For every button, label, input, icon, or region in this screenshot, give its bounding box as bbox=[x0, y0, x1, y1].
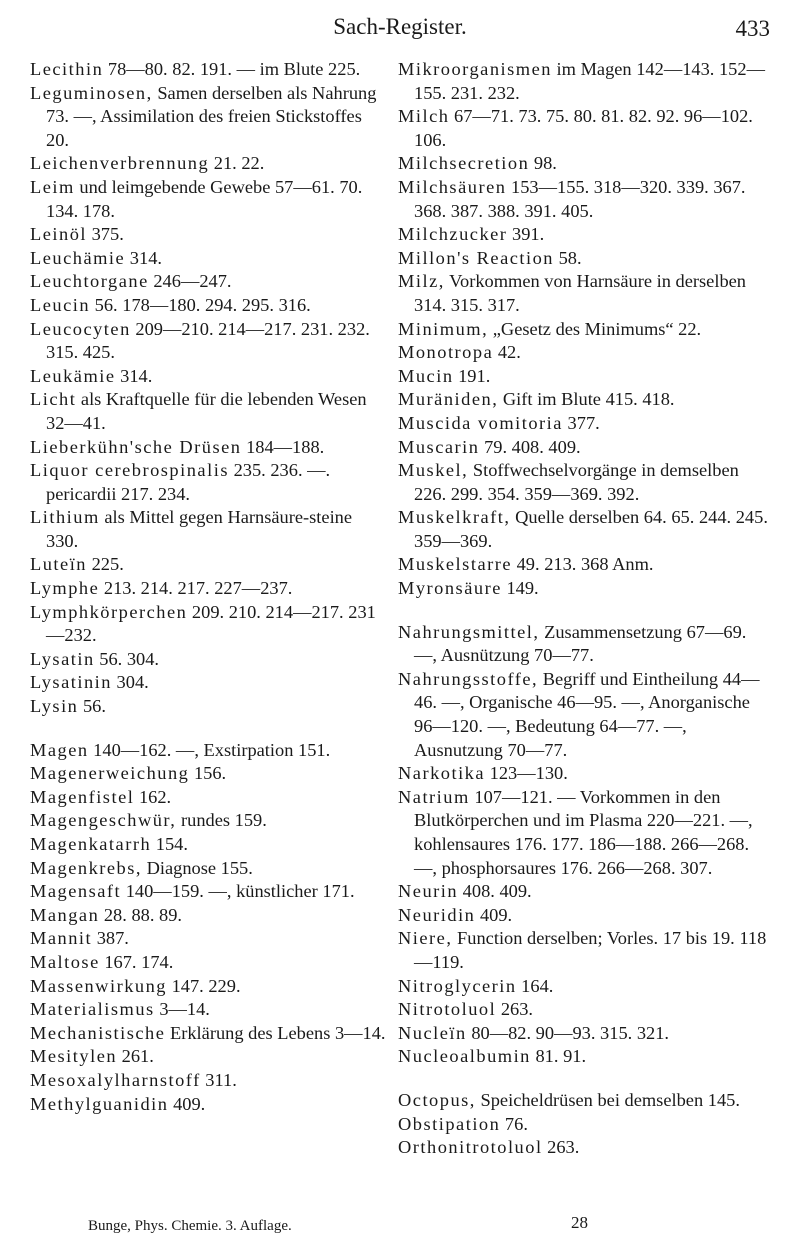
index-references: 235. 236. —. pericardii 217. 234. bbox=[46, 460, 331, 504]
index-entry bbox=[398, 668, 768, 762]
index-entry bbox=[398, 998, 768, 1022]
index-references: 391. bbox=[507, 224, 545, 245]
index-keyword: Liquor cerebrospinalis bbox=[30, 460, 229, 481]
index-entry bbox=[398, 270, 768, 317]
index-entry bbox=[30, 809, 388, 833]
index-references: 140—162. —, Exstirpation 151. bbox=[88, 739, 331, 760]
index-entry bbox=[398, 365, 768, 389]
index-entry bbox=[398, 927, 768, 974]
index-entry bbox=[398, 176, 768, 223]
index-keyword: Millon's Reaction bbox=[398, 247, 555, 268]
index-keyword: Narkotika bbox=[398, 763, 486, 784]
index-entry bbox=[30, 82, 388, 153]
index-keyword: Milchsäuren bbox=[398, 176, 507, 197]
index-references: 246—247. bbox=[148, 271, 232, 292]
index-references: 184—188. bbox=[241, 436, 325, 457]
index-keyword: Muskelstarre bbox=[398, 554, 513, 575]
index-references: 58. bbox=[554, 247, 582, 268]
index-keyword: Orthonitrotoluol bbox=[398, 1137, 543, 1158]
index-entry bbox=[30, 857, 388, 881]
index-keyword: Lieberkühn'sche Drüsen bbox=[30, 436, 242, 457]
index-entry bbox=[398, 621, 768, 668]
index-references: 107—121. — Vorkommen in den Blutkörperchen und im Plasma 220—221. —, kohlensaures 176. 177. 186—188. 266—268. —, phosphorsaures 176. 266—268. 307. bbox=[414, 786, 753, 878]
index-references: 80—82. 90—93. 315. 321. bbox=[466, 1022, 670, 1043]
index-references: und leimgebende Gewebe 57—61. 70. 134. 178. bbox=[46, 176, 363, 221]
index-references: 314. bbox=[125, 247, 162, 268]
index-entry bbox=[30, 436, 388, 460]
index-references: als Kraftquelle für die lebenden Wesen 32—41. bbox=[46, 389, 367, 433]
index-keyword: Nucleoalbumin bbox=[398, 1046, 531, 1067]
index-entry bbox=[398, 388, 768, 412]
index-entry bbox=[398, 1089, 768, 1113]
index-references: 28. 88. 89. bbox=[99, 904, 183, 925]
index-entry bbox=[398, 1113, 768, 1137]
index-entry bbox=[30, 388, 388, 435]
index-references: Vorkommen von Harnsäure in derselben 314. 315. 317. bbox=[414, 271, 747, 315]
signature-mark: 28 bbox=[571, 1213, 588, 1232]
index-entry bbox=[30, 695, 388, 719]
index-keyword: Magen bbox=[30, 739, 89, 760]
index-references: im Magen 142—143. 152—155. 231. 232. bbox=[414, 59, 765, 103]
index-references: 409. bbox=[475, 904, 513, 925]
index-keyword: Lithium bbox=[30, 507, 100, 528]
index-entry bbox=[398, 1045, 768, 1069]
index-keyword: Nahrungsmittel, bbox=[398, 621, 540, 642]
index-keyword: Muskelkraft, bbox=[398, 507, 511, 528]
index-references: rundes 159. bbox=[176, 810, 267, 831]
index-keyword: Niere, bbox=[398, 928, 453, 949]
index-entry bbox=[398, 577, 768, 601]
index-keyword: Leuchtorgane bbox=[30, 271, 149, 292]
page-header bbox=[0, 10, 800, 50]
index-entry bbox=[398, 1136, 768, 1160]
index-references: 209—210. 214—217. 231. 232. 315. 425. bbox=[46, 318, 370, 363]
index-entry bbox=[30, 270, 388, 294]
index-references: 209. 210. 214—217. 231—232. bbox=[46, 601, 376, 646]
index-keyword: Minimum, bbox=[398, 318, 489, 339]
index-entry bbox=[30, 951, 388, 975]
index-references: 123—130. bbox=[485, 763, 568, 784]
index-entry bbox=[30, 365, 388, 389]
index-keyword: Magensaft bbox=[30, 881, 122, 902]
index-entry bbox=[30, 671, 388, 695]
running-title: Sach-Register. bbox=[333, 14, 467, 39]
index-keyword: Neuridin bbox=[398, 904, 476, 925]
index-references: 79. 408. 409. bbox=[479, 436, 581, 457]
index-keyword: Milz, bbox=[398, 271, 445, 292]
footer-imprint: Bunge, Phys. Chemie. 3. Auflage. bbox=[88, 1218, 292, 1234]
index-keyword: Mesoxalylharnstoff bbox=[30, 1069, 201, 1090]
index-entry bbox=[398, 436, 768, 460]
index-entry bbox=[30, 459, 388, 506]
index-references: 213. 214. 217. 227—237. bbox=[99, 578, 293, 599]
index-references: Zusammensetzung 67—69. —, Ausnützung 70—77. bbox=[414, 621, 747, 666]
index-entry bbox=[30, 1069, 388, 1093]
index-entry bbox=[30, 294, 388, 318]
index-keyword: Leinöl bbox=[30, 224, 88, 245]
index-entry bbox=[398, 904, 768, 928]
index-keyword: Magenerweichung bbox=[30, 763, 190, 784]
index-keyword: Monotropa bbox=[398, 342, 494, 363]
index-references: 98. bbox=[529, 153, 557, 174]
index-references: 409. bbox=[168, 1093, 206, 1114]
index-references: 304. bbox=[111, 672, 149, 693]
index-keyword: Nahrungsstoffe, bbox=[398, 668, 539, 689]
index-entry bbox=[30, 506, 388, 553]
index-entry bbox=[30, 601, 388, 648]
index-keyword: Nitrotoluol bbox=[398, 999, 497, 1020]
index-entry bbox=[30, 739, 388, 763]
index-keyword: Leukämie bbox=[30, 365, 116, 386]
index-entry bbox=[398, 412, 768, 436]
index-entry bbox=[398, 58, 768, 105]
page-number: 433 bbox=[735, 16, 770, 41]
index-references: als Mittel gegen Harnsäure-steine 330. bbox=[46, 507, 353, 551]
index-keyword: Lymphe bbox=[30, 578, 100, 599]
index-entry bbox=[398, 786, 768, 880]
index-references: 81. 91. bbox=[530, 1046, 587, 1067]
index-keyword: Leim bbox=[30, 176, 75, 197]
index-keyword: Muräniden, bbox=[398, 389, 499, 410]
index-references: 76. bbox=[500, 1113, 528, 1134]
index-entry bbox=[398, 762, 768, 786]
index-keyword: Massenwirkung bbox=[30, 975, 167, 996]
index-keyword: Leucin bbox=[30, 294, 91, 315]
index-entry bbox=[30, 247, 388, 271]
index-keyword: Leuchämie bbox=[30, 247, 126, 268]
index-entry bbox=[398, 880, 768, 904]
index-keyword: Octopus, bbox=[398, 1089, 476, 1110]
index-entry bbox=[398, 975, 768, 999]
index-keyword: Milchzucker bbox=[398, 224, 508, 245]
index-keyword: Lysatin bbox=[30, 648, 95, 669]
index-keyword: Leichenverbrennung bbox=[30, 153, 210, 174]
index-references: 263. bbox=[542, 1137, 580, 1158]
index-references: 67—71. 73. 75. 80. 81. 82. 92. 96—102. 106. bbox=[414, 106, 753, 150]
index-column-left bbox=[30, 58, 388, 1116]
index-entry bbox=[30, 786, 388, 810]
index-keyword: Muscarin bbox=[398, 436, 480, 457]
index-references: 154. bbox=[151, 834, 188, 854]
index-references: Erklärung des Lebens 3—14. bbox=[165, 1022, 386, 1043]
index-references: 156. bbox=[189, 763, 227, 784]
index-references: 164. bbox=[516, 975, 554, 996]
index-entry bbox=[30, 880, 388, 904]
index-keyword: Luteïn bbox=[30, 554, 88, 575]
index-references: Diagnose 155. bbox=[142, 857, 253, 878]
index-keyword: Leguminosen, bbox=[30, 82, 153, 103]
index-entry bbox=[398, 506, 768, 553]
index-references: 314. bbox=[115, 365, 153, 386]
index-entry bbox=[30, 58, 388, 82]
index-references: 225. bbox=[87, 554, 124, 575]
index-keyword: Mechanistische bbox=[30, 1022, 166, 1043]
index-keyword: Mucin bbox=[398, 365, 454, 386]
index-references: Gift im Blute 415. 418. bbox=[498, 389, 675, 410]
index-entry bbox=[30, 223, 388, 247]
index-references: Samen derselben als Nahrung 73. —, Assimilation des freien Stickstoffes 20. bbox=[46, 82, 377, 150]
index-entry bbox=[398, 459, 768, 506]
index-references: 153—155. 318—320. 339. 367. 368. 387. 388. 391. 405. bbox=[414, 176, 746, 221]
index-entry bbox=[30, 648, 388, 672]
index-keyword: Mesitylen bbox=[30, 1046, 118, 1067]
index-entry bbox=[398, 318, 768, 342]
index-references: 147. 229. bbox=[166, 975, 241, 996]
index-references: 56. bbox=[78, 696, 106, 717]
index-entry bbox=[398, 341, 768, 365]
index-keyword: Leucocyten bbox=[30, 318, 131, 339]
index-keyword: Milchsecretion bbox=[398, 153, 530, 174]
index-references: 49. 213. 368 Anm. bbox=[512, 554, 654, 575]
index-keyword: Magenkrebs, bbox=[30, 857, 143, 878]
index-references: 21. 22. bbox=[209, 153, 265, 174]
index-keyword: Magenkatarrh bbox=[30, 834, 152, 854]
index-references: 263. bbox=[496, 999, 534, 1020]
index-references: „Gesetz des Minimums“ 22. bbox=[488, 318, 702, 339]
index-entry bbox=[30, 318, 388, 365]
index-entry bbox=[398, 1022, 768, 1046]
index-entry bbox=[30, 975, 388, 999]
index-entry bbox=[30, 577, 388, 601]
index-keyword: Nucleïn bbox=[398, 1022, 467, 1043]
index-keyword: Lysin bbox=[30, 696, 79, 717]
index-references: 140—159. —, künstlicher 171. bbox=[121, 881, 355, 902]
index-keyword: Mangan bbox=[30, 904, 100, 925]
index-references: 42. bbox=[493, 342, 521, 363]
index-entry bbox=[30, 904, 388, 928]
index-keyword: Lysatinin bbox=[30, 672, 112, 693]
index-keyword: Magenfistel bbox=[30, 786, 135, 807]
index-keyword: Neurin bbox=[398, 881, 459, 902]
index-references: Begriff und Eintheilung 44—46. —, Organische 46—95. —, Anorganische 96—120. —, Bedeutung 64—77. —, Ausnutzung 70—77. bbox=[414, 668, 760, 760]
index-keyword: Muskel, bbox=[398, 460, 469, 481]
index-references: 56. 178—180. 294. 295. 316. bbox=[90, 294, 311, 315]
index-entry bbox=[30, 998, 388, 1022]
index-keyword: Mannit bbox=[30, 928, 93, 949]
index-keyword: Obstipation bbox=[398, 1113, 501, 1134]
index-references: Stoffwechselvorgänge in demselben 226. 299. 354. 359—369. 392. bbox=[414, 460, 739, 504]
index-keyword: Mikroorganismen bbox=[398, 59, 552, 79]
index-entry bbox=[30, 553, 388, 577]
index-keyword: Materialismus bbox=[30, 999, 155, 1020]
index-keyword: Magengeschwür, bbox=[30, 810, 177, 831]
index-keyword: Lymphkörperchen bbox=[30, 601, 188, 622]
index-keyword: Natrium bbox=[398, 786, 470, 807]
index-references: 377. bbox=[562, 412, 600, 433]
index-entry bbox=[398, 105, 768, 152]
index-references: 149. bbox=[501, 578, 539, 599]
index-entry bbox=[398, 553, 768, 577]
index-entry bbox=[30, 176, 388, 223]
index-entry bbox=[30, 1045, 388, 1069]
index-entry bbox=[30, 762, 388, 786]
index-column-right bbox=[398, 58, 768, 1160]
index-keyword: Nitroglycerin bbox=[398, 975, 517, 996]
index-references: 311. bbox=[200, 1069, 237, 1090]
index-references: 167. 174. bbox=[99, 951, 174, 972]
index-entry bbox=[30, 152, 388, 176]
index-entry bbox=[30, 927, 388, 951]
index-entry bbox=[398, 152, 768, 176]
index-keyword: Maltose bbox=[30, 951, 100, 972]
index-keyword: Methylguanidin bbox=[30, 1093, 169, 1114]
index-references: Speicheldrüsen bei demselben 145. bbox=[475, 1089, 740, 1110]
index-entry bbox=[30, 1093, 388, 1117]
index-references: Quelle derselben 64. 65. 244. 245. 359—369. bbox=[414, 507, 768, 551]
index-entry bbox=[30, 1022, 388, 1046]
index-references: 191. bbox=[453, 365, 491, 386]
index-keyword: Licht bbox=[30, 389, 77, 410]
index-references: 408. 409. bbox=[458, 881, 532, 902]
index-references: 78—80. 82. 191. — im Blute 225. bbox=[103, 59, 361, 79]
index-keyword: Muscida vomitoria bbox=[398, 412, 563, 433]
index-keyword: Lecithin bbox=[30, 59, 104, 79]
index-references: 387. bbox=[92, 928, 129, 949]
index-references: 375. bbox=[87, 224, 124, 245]
index-references: 162. bbox=[134, 786, 172, 807]
index-references: 3—14. bbox=[154, 999, 210, 1020]
index-references: Function derselben; Vorles. 17 bis 19. 118—119. bbox=[414, 928, 767, 972]
index-references: 261. bbox=[117, 1046, 154, 1067]
index-keyword: Myronsäure bbox=[398, 578, 502, 599]
index-entry bbox=[30, 833, 388, 857]
index-entry bbox=[398, 247, 768, 271]
index-references: 56. 304. bbox=[94, 648, 160, 669]
index-entry bbox=[398, 223, 768, 247]
index-keyword: Milch bbox=[398, 106, 450, 127]
